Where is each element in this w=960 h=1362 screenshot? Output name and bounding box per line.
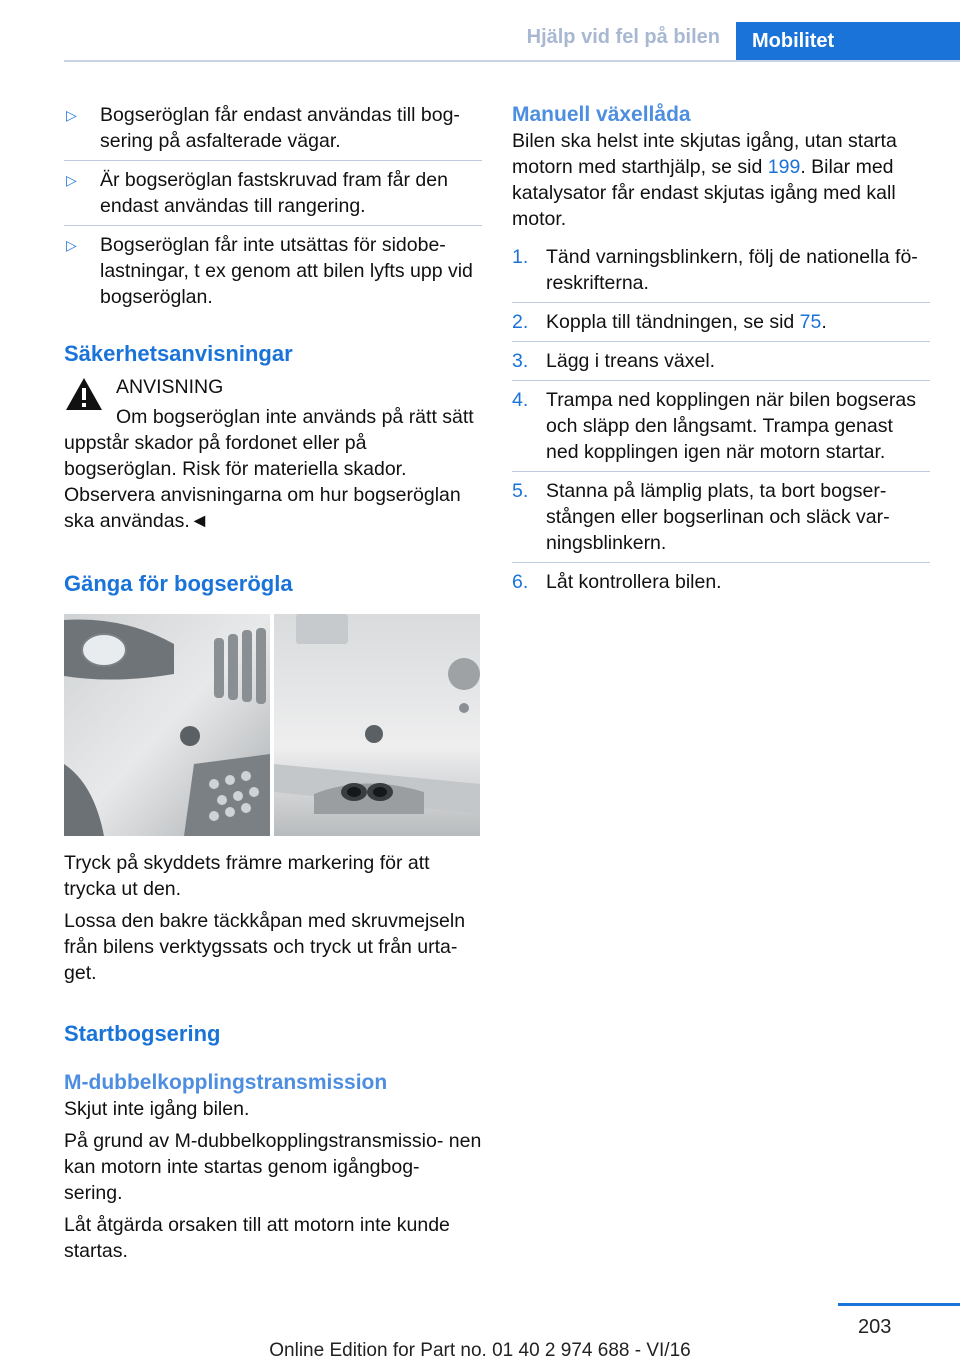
m-dct-heading: M-dubbelkopplingstransmission xyxy=(64,1071,388,1094)
triangle-bullet-icon: ▷ xyxy=(66,237,77,253)
bumper-photo xyxy=(64,614,480,836)
intro-text-b: . Bilar med katalysator får endast skjutas igång med kall motor. xyxy=(512,156,896,230)
intro-text-a: Bilen ska helst inte skjutas igång, utan starta motorn med starthjälp, se sid xyxy=(512,130,897,178)
step-divider xyxy=(512,562,930,563)
bullet-item xyxy=(64,232,482,310)
step-number: 4. xyxy=(512,389,529,411)
step-text: Trampa ned kopplingen när bilen bogseras och släpp den långsamt. Trampa genast ned kopplingen igen när motorn startar. xyxy=(546,389,917,463)
start-towing-heading: Startbogsering xyxy=(64,1021,221,1046)
step-item xyxy=(512,348,930,374)
manual-gearbox-heading: Manuell växellåda xyxy=(512,103,691,126)
thread-paragraph-1: Tryck på skyddets främre markering för att trycka ut den. xyxy=(64,852,430,900)
thread-heading: Gänga för bogserögla xyxy=(64,571,293,596)
step-number: 5. xyxy=(512,480,529,502)
bullet-divider xyxy=(64,160,482,161)
bullet-text: Bogseröglan får inte utsättas för sidobe‐ lastningar, t ex genom att bilen lyfts upp vid bogseröglan. xyxy=(100,234,473,308)
header-section-title: Hjälp vid fel på bilen xyxy=(526,26,720,48)
warning-notice xyxy=(64,374,482,534)
warning-text: Om bogseröglan inte används på rätt sätt uppstår skador på fordonet eller på bogseröglan. Risk för materiella skador. Observera anvisningarna om hur bogseröglan ska användas.◄ xyxy=(64,406,474,532)
warning-title: ANVISNING xyxy=(116,376,224,398)
step-divider xyxy=(512,341,930,342)
m-paragraph-1: Skjut inte igång bilen. xyxy=(64,1098,250,1120)
page-header xyxy=(0,0,960,62)
step-item xyxy=(512,309,930,335)
header-chapter-tab: Mobilitet xyxy=(736,22,960,62)
bullet-text: Är bogseröglan fastskruvad fram får den endast användas till rangering. xyxy=(100,169,448,217)
step-number: 1. xyxy=(512,246,529,268)
step-item xyxy=(512,478,930,556)
bullet-text: Bogseröglan får endast användas till bog‐ sering på asfalterade vägar. xyxy=(100,104,460,152)
step-number: 6. xyxy=(512,571,529,593)
step-text: Stanna på lämplig plats, ta bort bogser‐ stången eller bogserlinan och släck var‐ ningsblinkern. xyxy=(546,480,890,554)
right-column xyxy=(512,102,930,595)
step-divider xyxy=(512,380,930,381)
bullet-divider xyxy=(64,225,482,226)
m-paragraph-3: Låt åtgärda orsaken till att motorn inte kunde startas. xyxy=(64,1214,450,1262)
m-paragraph-2: På grund av M-dubbelkopplingstransmissio‐ nen kan motorn inte startas genom igångbog‐ sering. xyxy=(64,1130,482,1204)
step-text: Tänd varningsblinkern, följ de nationella fö‐ reskrifterna. xyxy=(546,246,918,294)
page-link-75[interactable]: 75 xyxy=(799,311,822,333)
step-item xyxy=(512,244,930,296)
page-number: 203 xyxy=(858,1316,892,1338)
manual-intro xyxy=(512,128,930,232)
step-text: Koppla till tändningen, se sid xyxy=(546,311,800,333)
bullet-item xyxy=(64,102,482,154)
edition-footer: Online Edition for Part no. 01 40 2 974 688 - VI/16 xyxy=(269,1340,691,1361)
step-item xyxy=(512,569,930,595)
step-divider xyxy=(512,471,930,472)
step-text: Låt kontrollera bilen. xyxy=(546,571,722,593)
safety-heading: Säkerhetsanvisningar xyxy=(64,341,293,366)
step-item xyxy=(512,387,930,465)
triangle-bullet-icon: ▷ xyxy=(66,107,77,123)
step-divider xyxy=(512,302,930,303)
step-number: 2. xyxy=(512,311,529,333)
header-rule xyxy=(64,60,960,62)
step-text-end: . xyxy=(821,311,827,333)
left-column xyxy=(64,102,482,1270)
thread-paragraph-2: Lossa den bakre täckkåpan med skruvmejseln från bilens verktygssats och tryck ut från urta‐ get. xyxy=(64,910,466,984)
footer-rule xyxy=(838,1303,960,1306)
step-number: 3. xyxy=(512,350,529,372)
page-link-199[interactable]: 199 xyxy=(767,156,801,178)
bullet-item xyxy=(64,167,482,219)
triangle-bullet-icon: ▷ xyxy=(66,172,77,188)
step-text: Lägg i treans växel. xyxy=(546,350,716,372)
warning-triangle-icon xyxy=(64,376,104,412)
